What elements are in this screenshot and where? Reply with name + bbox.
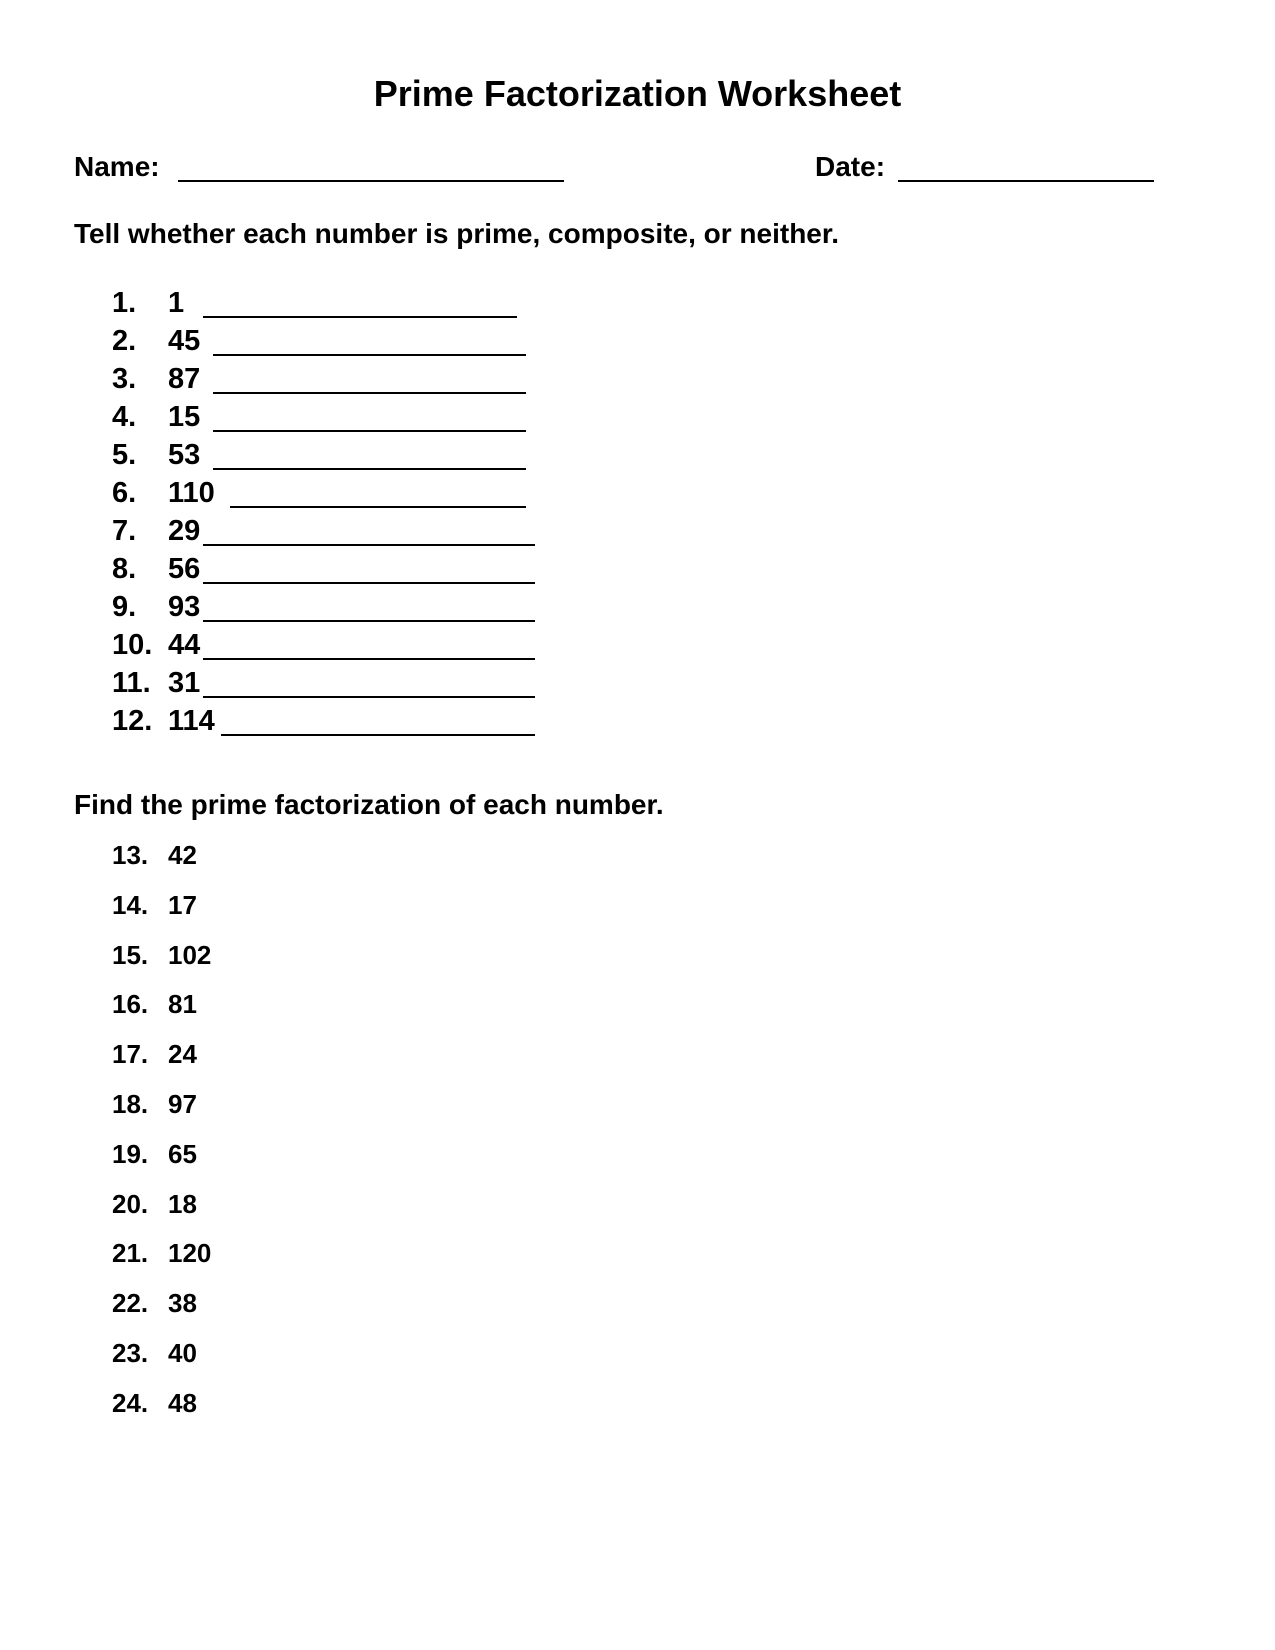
classify-item	[0, 513, 600, 549]
factorization-item	[0, 839, 400, 871]
item-value: 65	[168, 1139, 197, 1169]
item-number: 3.	[112, 363, 137, 395]
item-number: 13.	[112, 840, 149, 870]
item-value: 1	[168, 287, 185, 319]
factorization-item	[0, 1387, 400, 1419]
item-value: 31	[168, 667, 201, 699]
item-value: 44	[168, 629, 201, 661]
answer-line[interactable]	[203, 316, 517, 318]
item-number: 10.	[112, 629, 153, 661]
item-value: 97	[168, 1089, 197, 1119]
item-number: 7.	[112, 515, 137, 547]
item-number: 15.	[112, 940, 149, 970]
item-value: 18	[168, 1189, 197, 1219]
classify-item	[0, 399, 600, 435]
answer-line[interactable]	[213, 392, 526, 394]
classify-item	[0, 703, 600, 739]
classify-item	[0, 361, 600, 397]
name-answer-line[interactable]	[178, 180, 564, 182]
name-label: Name:	[74, 151, 160, 182]
item-number: 4.	[112, 401, 137, 433]
classify-item	[0, 665, 600, 701]
factorization-item	[0, 1237, 400, 1269]
answer-line[interactable]	[213, 468, 526, 470]
answer-line[interactable]	[203, 582, 535, 584]
factorization-item	[0, 1088, 400, 1120]
item-number: 23.	[112, 1338, 149, 1368]
item-value: 110	[168, 477, 215, 509]
item-value: 87	[168, 363, 201, 395]
item-value: 53	[168, 439, 201, 471]
classify-item	[0, 475, 600, 511]
factorization-item	[0, 1337, 400, 1369]
item-value: 29	[168, 515, 201, 547]
item-value: 15	[168, 401, 201, 433]
answer-line[interactable]	[203, 696, 535, 698]
item-value: 40	[168, 1338, 197, 1368]
answer-line[interactable]	[203, 544, 535, 546]
item-number: 16.	[112, 989, 149, 1019]
answer-line[interactable]	[213, 430, 526, 432]
factorization-item	[0, 1188, 400, 1220]
item-number: 1.	[112, 287, 137, 319]
item-value: 56	[168, 553, 201, 585]
factorization-item	[0, 889, 400, 921]
item-number: 19.	[112, 1139, 149, 1169]
item-number: 9.	[112, 591, 137, 623]
factorization-item	[0, 939, 400, 971]
item-value: 17	[168, 890, 197, 920]
item-number: 18.	[112, 1089, 149, 1119]
item-number: 21.	[112, 1238, 149, 1268]
item-number: 14.	[112, 890, 149, 920]
answer-line[interactable]	[203, 620, 535, 622]
item-number: 20.	[112, 1189, 149, 1219]
answer-line[interactable]	[230, 506, 526, 508]
item-number: 5.	[112, 439, 137, 471]
section2-instruction: Find the prime factorization of each number.	[74, 789, 664, 820]
item-value: 42	[168, 840, 197, 870]
classify-item	[0, 589, 600, 625]
item-value: 120	[168, 1238, 212, 1268]
factorization-item	[0, 988, 400, 1020]
item-number: 24.	[112, 1388, 149, 1418]
item-number: 22.	[112, 1288, 149, 1318]
item-number: 12.	[112, 705, 153, 737]
section1-instruction: Tell whether each number is prime, composite, or neither.	[74, 218, 840, 249]
item-value: 102	[168, 940, 212, 970]
factorization-item	[0, 1038, 400, 1070]
item-number: 2.	[112, 325, 137, 357]
date-answer-line[interactable]	[898, 180, 1154, 182]
item-value: 114	[168, 705, 215, 737]
item-value: 81	[168, 989, 197, 1019]
worksheet-title: Prime Factorization Worksheet	[373, 73, 902, 114]
date-label: Date:	[815, 151, 886, 182]
item-value: 45	[168, 325, 201, 357]
answer-line[interactable]	[213, 354, 526, 356]
item-number: 6.	[112, 477, 137, 509]
item-number: 11.	[112, 667, 151, 699]
classify-item	[0, 285, 600, 321]
factorization-item	[0, 1138, 400, 1170]
classify-item	[0, 323, 600, 359]
item-number: 8.	[112, 553, 137, 585]
classify-item	[0, 627, 600, 663]
classify-item	[0, 551, 600, 587]
item-value: 24	[168, 1039, 197, 1069]
item-value: 48	[168, 1388, 197, 1418]
answer-line[interactable]	[203, 658, 535, 660]
item-value: 93	[168, 591, 201, 623]
item-number: 17.	[112, 1039, 149, 1069]
factorization-item	[0, 1287, 400, 1319]
classify-item	[0, 437, 600, 473]
answer-line[interactable]	[221, 734, 535, 736]
item-value: 38	[168, 1288, 197, 1318]
